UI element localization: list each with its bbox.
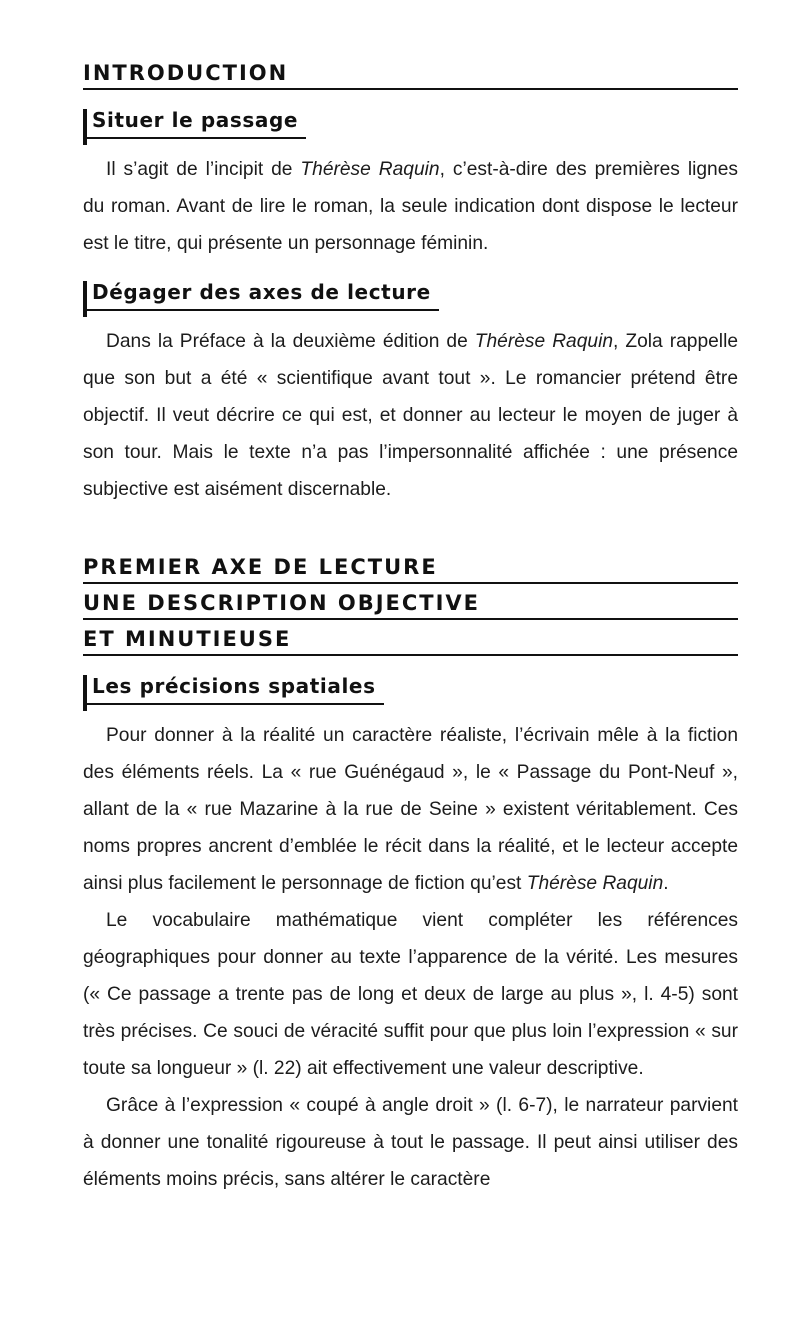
section-situer: [83, 106, 738, 262]
book-page: [83, 54, 738, 1198]
subheading-situer-text: Situer le passage: [92, 108, 299, 132]
subheading-bar: [83, 675, 87, 711]
paragraph-situer-text-a: Il s’agit de l’incipit de: [106, 159, 301, 180]
paragraph-situer-text-c: , c’est-à-dire des premières lignes du roman. Avant de lire le roman, la seule indication dont dispose le lecteur est le titre, qui présente un personnage féminin.: [83, 159, 738, 254]
section-precisions: [83, 672, 738, 1198]
subheading-degager: [83, 278, 439, 311]
subheading-precisions: [83, 672, 384, 705]
axis-heading: [83, 548, 738, 656]
subheading-degager-wrap: [83, 278, 738, 311]
subheading-situer-wrap: [83, 106, 738, 139]
novel-title-italic: Thérèse Raquin: [526, 873, 664, 894]
paragraph-precisions-1-text-a: Pour donner à la réalité un caractère réaliste, l’écrivain mêle à la fiction des éléments réels. La « rue Guénégaud », le « Passage du Pont-Neuf », allant de la « rue Mazarine à la rue de Seine » existent véritablement. Ces noms propres ancrent d’emblée le récit dans la réalité, et le lecteur accepte ainsi plus facilement le personnage de fiction qu’est: [83, 725, 738, 894]
novel-title-italic: Thérèse Raquin: [474, 331, 614, 352]
paragraph-precisions-1: [83, 717, 738, 902]
paragraph-degager-text-a: Dans la Préface à la deuxième édition de: [106, 331, 475, 352]
paragraph-degager-text-c: , Zola rappelle que son but a été « scientifique avant tout ». Le romancier prétend être objectif. Il veut décrire ce qui est, et donner au lecteur le moyen de juger à son tour. Mais le texte n’a pas l’impersonnalité affichée : une présence subjective est aisément discernable.: [83, 331, 739, 500]
novel-title-italic: Thérèse Raquin: [300, 159, 440, 180]
paragraph-precisions-2: Le vocabulaire mathématique vient compléter les références géographiques pour donner au texte l’apparence de la vérité. Les mesures (« Ce passage a trente pas de long et deux de large au plus », l. 4-5) sont très précises. Ce souci de véracité suffit pour que plus loin l’expression « sur toute sa longueur » (l. 22) ait effectivement une valeur descriptive.: [83, 910, 738, 1079]
paragraph-situer: [83, 151, 738, 262]
axis-heading-line-1: PREMIER AXE DE LECTURE: [83, 548, 738, 584]
subheading-degager-text: Dégager des axes de lecture: [92, 280, 431, 304]
introduction-heading: [83, 54, 738, 90]
axis-heading-line-3: ET MINUTIEUSE: [83, 620, 738, 656]
subheading-situer: [83, 106, 306, 139]
subheading-bar: [83, 281, 87, 317]
axis-heading-line-2: UNE DESCRIPTION OBJECTIVE: [83, 584, 738, 620]
paragraph-precisions-3: Grâce à l’expression « coupé à angle droit » (l. 6-7), le narrateur parvient à donner une tonalité rigoureuse à tout le passage. Il peut ainsi utiliser des éléments moins précis, sans altérer le caractère: [83, 1095, 738, 1190]
subheading-precisions-wrap: [83, 672, 738, 705]
introduction-heading-line: INTRODUCTION: [83, 54, 738, 90]
paragraph-precisions-1-text-c: .: [663, 873, 669, 894]
section-degager: [83, 278, 738, 508]
paragraph-degager: [83, 323, 738, 508]
subheading-bar: [83, 109, 87, 145]
subheading-precisions-text: Les précisions spatiales: [92, 674, 376, 698]
